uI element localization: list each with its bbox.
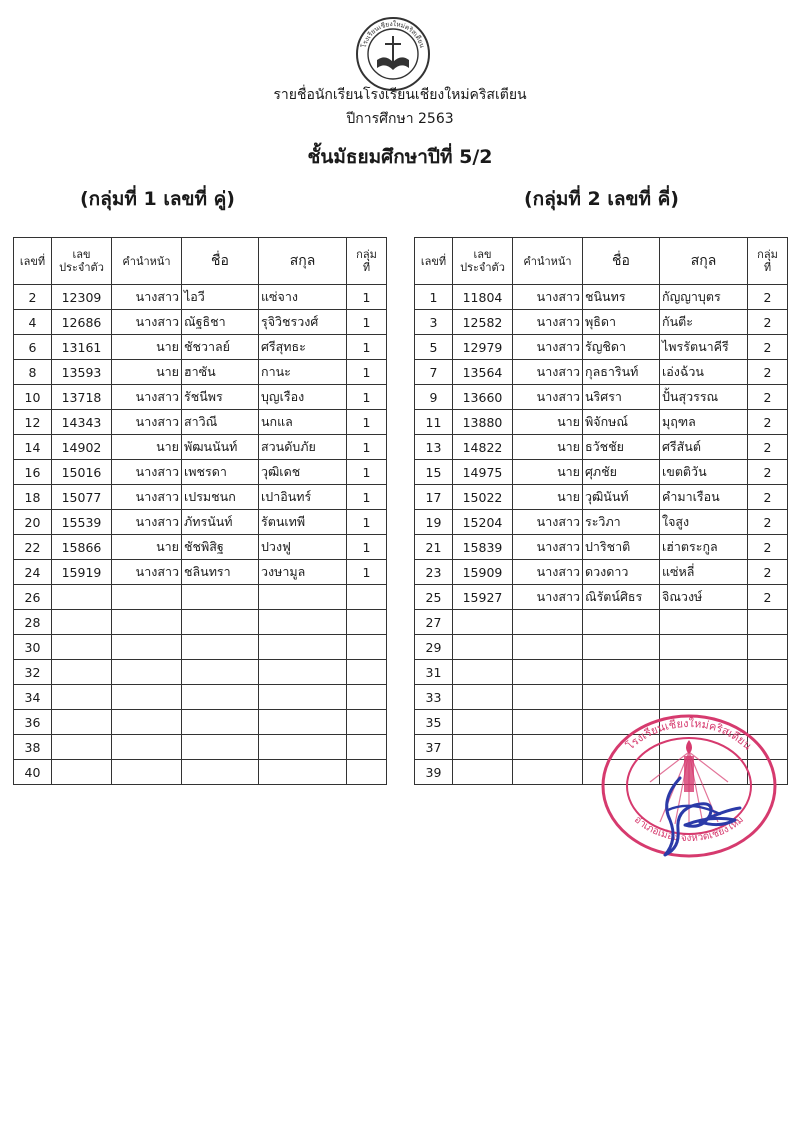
table-row: [415, 635, 788, 660]
cell-group: [347, 760, 387, 785]
cell-group: 1: [347, 485, 387, 510]
cell-first-name: ระวิภา: [583, 510, 660, 535]
table-row: [415, 535, 788, 560]
cell-group: [347, 635, 387, 660]
cell-group: [748, 685, 788, 710]
cell-no: 9: [415, 385, 453, 410]
cell-no: 31: [415, 660, 453, 685]
cell-title: นางสาว: [513, 385, 583, 410]
cell-first-name: ณัฐธิชา: [182, 310, 259, 335]
cell-title: นาย: [112, 360, 182, 385]
cell-first-name: เพชรดา: [182, 460, 259, 485]
cell-student-id: 12309: [52, 285, 112, 310]
cell-title: [513, 710, 583, 735]
cell-first-name: [182, 585, 259, 610]
cell-title: นาย: [513, 460, 583, 485]
cell-first-name: [182, 735, 259, 760]
col-no-header: เลขที่: [14, 238, 52, 285]
cell-group: 2: [748, 385, 788, 410]
cell-no: 40: [14, 760, 52, 785]
group1-title: (กลุ่มที่ 1 เลขที่ คู่): [80, 188, 235, 210]
cell-first-name: พิจักษณ์: [583, 410, 660, 435]
cell-title: นางสาว: [112, 510, 182, 535]
signature-icon: [640, 770, 750, 860]
cell-no: 36: [14, 710, 52, 735]
cell-student-id: 15539: [52, 510, 112, 535]
cell-title: นางสาว: [513, 360, 583, 385]
cell-title: นาย: [513, 485, 583, 510]
cell-title: [112, 610, 182, 635]
cell-student-id: 12979: [453, 335, 513, 360]
cell-title: นางสาว: [112, 285, 182, 310]
cell-no: 5: [415, 335, 453, 360]
cell-first-name: [583, 635, 660, 660]
seal-bottom-text: อำเภอเมือง จังหวัดเชียงใหม่: [632, 814, 746, 845]
cell-no: 22: [14, 535, 52, 560]
cell-student-id: [52, 685, 112, 710]
table-row: [415, 285, 788, 310]
cell-title: นางสาว: [513, 510, 583, 535]
table-row: [14, 285, 387, 310]
cell-no: 10: [14, 385, 52, 410]
cell-title: นาย: [513, 410, 583, 435]
cell-student-id: [52, 635, 112, 660]
cell-last-name: [259, 685, 347, 710]
cell-group: [748, 610, 788, 635]
cell-last-name: เอ่งฉ้วน: [660, 360, 748, 385]
cell-title: นางสาว: [513, 335, 583, 360]
cell-title: นางสาว: [513, 585, 583, 610]
table-row: [14, 460, 387, 485]
cell-title: นาย: [112, 535, 182, 560]
cell-last-name: รุจิวิชรวงศ์: [259, 310, 347, 335]
cell-no: 20: [14, 510, 52, 535]
cell-student-id: 14975: [453, 460, 513, 485]
cell-last-name: วงษามูล: [259, 560, 347, 585]
cell-group: 2: [748, 435, 788, 460]
cell-first-name: รัญชิดา: [583, 335, 660, 360]
cell-last-name: รัตนเทพี: [259, 510, 347, 535]
col-title-header: คำนำหน้า: [112, 238, 182, 285]
cell-first-name: กุลธารินท์: [583, 360, 660, 385]
cell-last-name: ศรีสันต์: [660, 435, 748, 460]
cell-first-name: ชัชวาลย์: [182, 335, 259, 360]
cell-title: [513, 735, 583, 760]
cell-group: 2: [748, 460, 788, 485]
cell-title: นาย: [513, 435, 583, 460]
cell-last-name: ปั้นสุวรรณ: [660, 385, 748, 410]
table-row: [14, 560, 387, 585]
cell-student-id: 12686: [52, 310, 112, 335]
col-id-header: เลข ประจำตัว: [453, 238, 513, 285]
col-last-header: สกุล: [660, 238, 748, 285]
cell-student-id: [453, 710, 513, 735]
table-row: [415, 485, 788, 510]
cell-student-id: [52, 610, 112, 635]
cell-group: 1: [347, 510, 387, 535]
cell-student-id: 14343: [52, 410, 112, 435]
table-row: [14, 485, 387, 510]
cell-title: นางสาว: [112, 485, 182, 510]
table-header-row: [415, 238, 788, 285]
group2-table: [414, 237, 788, 785]
cell-first-name: ภัทรนันท์: [182, 510, 259, 535]
cell-no: 37: [415, 735, 453, 760]
table-header-row: [14, 238, 387, 285]
cell-group: [347, 585, 387, 610]
cell-title: [112, 660, 182, 685]
cell-group: 2: [748, 285, 788, 310]
school-crest-icon: [355, 16, 431, 92]
cell-first-name: พัฒนนันท์: [182, 435, 259, 460]
cell-student-id: [453, 610, 513, 635]
cell-student-id: 13718: [52, 385, 112, 410]
cell-no: 24: [14, 560, 52, 585]
cell-first-name: สาวิณี: [182, 410, 259, 435]
table-row: [415, 460, 788, 485]
table-row: [415, 660, 788, 685]
cell-no: 33: [415, 685, 453, 710]
cell-last-name: [660, 635, 748, 660]
cell-last-name: กัญญาบุตร: [660, 285, 748, 310]
cell-student-id: 15866: [52, 535, 112, 560]
cell-no: 12: [14, 410, 52, 435]
table-row: [14, 710, 387, 735]
cell-last-name: [660, 685, 748, 710]
table-row: [415, 560, 788, 585]
cell-first-name: เปรมชนก: [182, 485, 259, 510]
cell-student-id: [453, 635, 513, 660]
cell-first-name: [182, 760, 259, 785]
cell-last-name: สวนดับภัย: [259, 435, 347, 460]
cell-group: 2: [748, 485, 788, 510]
cell-last-name: [259, 635, 347, 660]
table-row: [415, 685, 788, 710]
cell-first-name: [182, 685, 259, 710]
cell-title: นางสาว: [112, 385, 182, 410]
cell-student-id: 15909: [453, 560, 513, 585]
cell-student-id: [453, 685, 513, 710]
grade-title: ชั้นมัธยมศึกษาปีที่ 5/2: [307, 146, 493, 168]
cell-student-id: 13660: [453, 385, 513, 410]
cell-group: 1: [347, 310, 387, 335]
table-row: [14, 360, 387, 385]
cell-last-name: นกแล: [259, 410, 347, 435]
cell-last-name: ใจสูง: [660, 510, 748, 535]
cell-first-name: [583, 660, 660, 685]
cell-last-name: [259, 760, 347, 785]
cell-last-name: [259, 585, 347, 610]
cell-student-id: 15077: [52, 485, 112, 510]
table-row: [14, 385, 387, 410]
cell-group: 2: [748, 510, 788, 535]
cell-title: [112, 760, 182, 785]
cell-no: 6: [14, 335, 52, 360]
cell-group: [347, 710, 387, 735]
cell-title: [513, 660, 583, 685]
cell-student-id: [52, 660, 112, 685]
cell-student-id: [453, 660, 513, 685]
cell-no: 35: [415, 710, 453, 735]
cell-student-id: 15016: [52, 460, 112, 485]
cell-group: [748, 635, 788, 660]
cell-student-id: [453, 760, 513, 785]
cell-student-id: 15927: [453, 585, 513, 610]
cell-no: 18: [14, 485, 52, 510]
cell-no: 8: [14, 360, 52, 385]
col-title-header: คำนำหน้า: [513, 238, 583, 285]
cell-no: 26: [14, 585, 52, 610]
table-row: [415, 360, 788, 385]
cell-group: 2: [748, 310, 788, 335]
table-row: [14, 410, 387, 435]
cell-no: 7: [415, 360, 453, 385]
crest-ring-text: โรงเรียนเชียงใหม่คริสเตียน: [359, 19, 427, 49]
cell-no: 15: [415, 460, 453, 485]
cell-student-id: 14822: [453, 435, 513, 460]
cell-no: 27: [415, 610, 453, 635]
cell-no: 16: [14, 460, 52, 485]
table-row: [14, 760, 387, 785]
cell-title: [112, 710, 182, 735]
col-id-header: เลข ประจำตัว: [52, 238, 112, 285]
cell-no: 34: [14, 685, 52, 710]
table-row: [415, 335, 788, 360]
cell-group: 1: [347, 435, 387, 460]
cell-title: [112, 735, 182, 760]
cell-no: 4: [14, 310, 52, 335]
seal-top-text: โรงเรียนเชียงใหม่คริสเตียน: [623, 716, 755, 753]
cell-no: 30: [14, 635, 52, 660]
cell-student-id: 11804: [453, 285, 513, 310]
cell-group: 1: [347, 560, 387, 585]
cell-group: 2: [748, 535, 788, 560]
cell-first-name: ชัชพิสิฐ: [182, 535, 259, 560]
cell-student-id: 15022: [453, 485, 513, 510]
cell-last-name: [259, 660, 347, 685]
table-row: [415, 510, 788, 535]
table-row: [14, 635, 387, 660]
cell-first-name: [182, 660, 259, 685]
cell-first-name: ศุภชัย: [583, 460, 660, 485]
cell-title: นางสาว: [112, 560, 182, 585]
cell-no: 1: [415, 285, 453, 310]
academic-year: ปีการศึกษา 2563: [346, 111, 454, 127]
table-row: [14, 585, 387, 610]
cell-no: 13: [415, 435, 453, 460]
table-row: [14, 735, 387, 760]
cell-first-name: ชนินทร: [583, 285, 660, 310]
cell-title: [112, 585, 182, 610]
cell-last-name: ปวงฟู: [259, 535, 347, 560]
cell-title: [112, 635, 182, 660]
cell-group: 1: [347, 285, 387, 310]
cell-group: 1: [347, 385, 387, 410]
cell-first-name: ไอวี: [182, 285, 259, 310]
cell-group: 2: [748, 585, 788, 610]
col-first-header: ชื่อ: [182, 238, 259, 285]
cell-title: [513, 760, 583, 785]
cell-first-name: [583, 685, 660, 710]
cell-student-id: 15204: [453, 510, 513, 535]
cell-no: 23: [415, 560, 453, 585]
cell-first-name: [583, 610, 660, 635]
cell-first-name: ฮาซัน: [182, 360, 259, 385]
table-row: [415, 435, 788, 460]
cell-group: [347, 660, 387, 685]
cell-first-name: ณิรัตน์ศิธร: [583, 585, 660, 610]
cell-student-id: [52, 760, 112, 785]
cell-group: [347, 735, 387, 760]
cell-title: นางสาว: [112, 410, 182, 435]
cell-title: นางสาว: [513, 285, 583, 310]
cell-group: [347, 610, 387, 635]
cell-student-id: [52, 710, 112, 735]
table-row: [14, 310, 387, 335]
cell-last-name: มุฤฑล: [660, 410, 748, 435]
group2-title: (กลุ่มที่ 2 เลขที่ คี่): [524, 188, 679, 210]
table-row: [415, 385, 788, 410]
cell-student-id: 13593: [52, 360, 112, 385]
cell-first-name: นริศรา: [583, 385, 660, 410]
cell-last-name: กานะ: [259, 360, 347, 385]
cell-first-name: พุธิดา: [583, 310, 660, 335]
cell-no: 39: [415, 760, 453, 785]
cell-title: [112, 685, 182, 710]
cell-title: นางสาว: [112, 310, 182, 335]
cell-last-name: [259, 610, 347, 635]
cell-last-name: [259, 735, 347, 760]
cell-last-name: [259, 710, 347, 735]
cell-last-name: เฮ่าตระกูล: [660, 535, 748, 560]
cell-first-name: ธวัชชัย: [583, 435, 660, 460]
cell-group: 1: [347, 535, 387, 560]
cell-no: 3: [415, 310, 453, 335]
cell-last-name: [660, 660, 748, 685]
cell-no: 2: [14, 285, 52, 310]
cell-title: นางสาว: [513, 310, 583, 335]
table-row: [415, 410, 788, 435]
cell-no: 38: [14, 735, 52, 760]
cell-first-name: [182, 635, 259, 660]
cell-last-name: [660, 610, 748, 635]
cell-first-name: ดวงดาว: [583, 560, 660, 585]
table-row: [415, 585, 788, 610]
cell-group: 2: [748, 410, 788, 435]
cell-title: นางสาว: [513, 560, 583, 585]
cell-last-name: แซ่จาง: [259, 285, 347, 310]
cell-title: [513, 685, 583, 710]
cell-last-name: วุฒิเดช: [259, 460, 347, 485]
cell-group: 1: [347, 335, 387, 360]
table-row: [14, 610, 387, 635]
cell-group: 1: [347, 460, 387, 485]
cell-last-name: ศรีสุทธะ: [259, 335, 347, 360]
cell-title: นาย: [112, 335, 182, 360]
table-row: [14, 435, 387, 460]
cell-group: 2: [748, 560, 788, 585]
cell-last-name: กันตีะ: [660, 310, 748, 335]
cell-no: 21: [415, 535, 453, 560]
cell-title: นางสาว: [513, 535, 583, 560]
cell-no: 32: [14, 660, 52, 685]
group1-table: [13, 237, 387, 785]
cell-no: 28: [14, 610, 52, 635]
table-row: [14, 660, 387, 685]
col-group-header: กลุ่ม ที่: [347, 238, 387, 285]
cell-last-name: เขตติวัน: [660, 460, 748, 485]
col-last-header: สกุล: [259, 238, 347, 285]
cell-student-id: [453, 735, 513, 760]
col-no-header: เลขที่: [415, 238, 453, 285]
school-name: รายชื่อนักเรียนโรงเรียนเชียงใหม่คริสเตียน: [273, 87, 527, 103]
cell-student-id: 13161: [52, 335, 112, 360]
cell-last-name: ไพรรัตนาคีรี: [660, 335, 748, 360]
col-first-header: ชื่อ: [583, 238, 660, 285]
cell-first-name: วุฒินันท์: [583, 485, 660, 510]
cell-student-id: 13880: [453, 410, 513, 435]
table-row: [14, 335, 387, 360]
cell-title: นางสาว: [112, 460, 182, 485]
cell-no: 25: [415, 585, 453, 610]
cell-last-name: แซ่หลี่: [660, 560, 748, 585]
cell-no: 11: [415, 410, 453, 435]
cell-student-id: [52, 735, 112, 760]
cell-last-name: บุญเรือง: [259, 385, 347, 410]
cell-title: [513, 610, 583, 635]
cell-title: นาย: [112, 435, 182, 460]
cell-student-id: 14902: [52, 435, 112, 460]
cell-group: 2: [748, 335, 788, 360]
cell-group: 1: [347, 410, 387, 435]
cell-student-id: 13564: [453, 360, 513, 385]
table-row: [415, 310, 788, 335]
cell-no: 19: [415, 510, 453, 535]
cell-title: [513, 635, 583, 660]
col-group-header: กลุ่ม ที่: [748, 238, 788, 285]
cell-no: 14: [14, 435, 52, 460]
cell-group: [347, 685, 387, 710]
table-row: [14, 685, 387, 710]
cell-first-name: ชลินทรา: [182, 560, 259, 585]
cell-last-name: คำมาเรือน: [660, 485, 748, 510]
cell-last-name: จิณวงษ์: [660, 585, 748, 610]
table-row: [14, 535, 387, 560]
cell-group: 1: [347, 360, 387, 385]
cell-first-name: [182, 610, 259, 635]
cell-student-id: 15839: [453, 535, 513, 560]
cell-group: [748, 660, 788, 685]
table-row: [14, 510, 387, 535]
cell-student-id: 15919: [52, 560, 112, 585]
cell-first-name: ปาริชาติ: [583, 535, 660, 560]
cell-first-name: [182, 710, 259, 735]
cell-first-name: รัชนีพร: [182, 385, 259, 410]
cell-student-id: [52, 585, 112, 610]
cell-last-name: เปาอินทร์: [259, 485, 347, 510]
cell-no: 29: [415, 635, 453, 660]
cell-no: 17: [415, 485, 453, 510]
cell-student-id: 12582: [453, 310, 513, 335]
table-row: [415, 610, 788, 635]
cell-group: 2: [748, 360, 788, 385]
